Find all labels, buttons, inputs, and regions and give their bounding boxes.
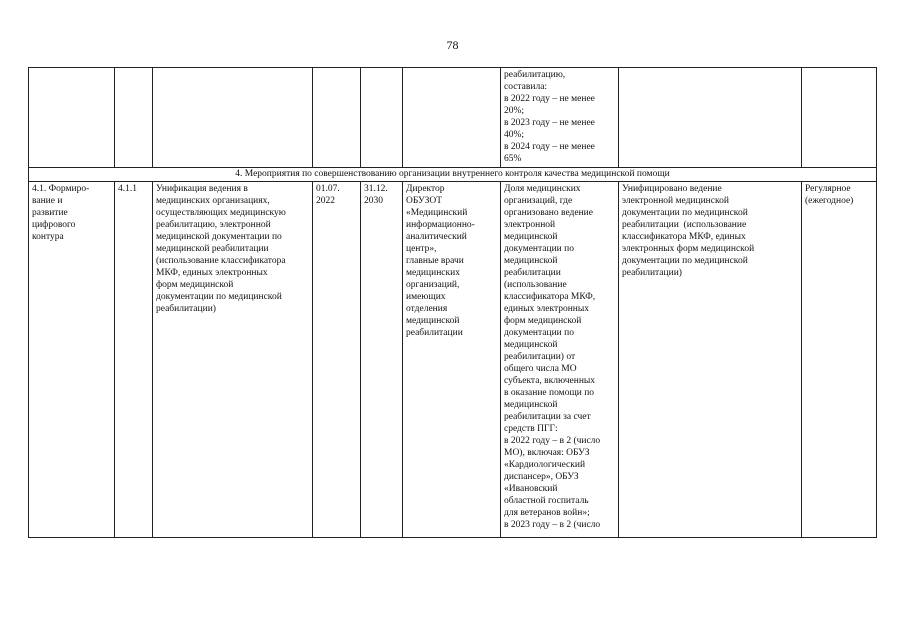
text-line: в 2022 году – не менее	[504, 94, 595, 104]
text-line: организаций, где	[504, 196, 573, 206]
text-line: вание и	[32, 196, 63, 206]
text-line: «Медицинский	[406, 208, 468, 218]
text-line: 4.1. Формиро-	[32, 184, 90, 194]
text-line: контура	[32, 232, 64, 242]
frequency-cell	[802, 182, 877, 538]
text-line: организаций,	[406, 280, 460, 290]
text-line: в 2022 году – в 2 (число	[504, 436, 601, 446]
measures-table	[28, 67, 877, 538]
number-cell: 4.1.1	[115, 182, 153, 538]
text-line: 20%;	[504, 106, 525, 116]
text-line: Унифицировано ведение	[622, 184, 722, 194]
text-line: медицинских организациях,	[156, 196, 270, 206]
text-line: медицинской реабилитации	[156, 244, 269, 254]
section-heading-row	[29, 168, 877, 182]
text-line: составила:	[504, 82, 548, 92]
indicator-cell	[501, 68, 619, 168]
frequency-cell	[802, 68, 877, 168]
text-line: «Ивановский	[504, 484, 558, 494]
text-line: «Кардиологический	[504, 460, 586, 470]
text-line: в оказание помощи по	[504, 388, 595, 398]
text-line: реабилитации (использование	[622, 220, 747, 230]
activity-cell	[153, 68, 313, 168]
text-line: реабилитации)	[156, 304, 216, 314]
text-line: 31.12.	[364, 184, 388, 194]
text-line: 65%	[504, 154, 522, 164]
text-line: МО), включая: ОБУЗ	[504, 448, 590, 458]
text-line: (использование классификатора	[156, 256, 286, 266]
text-line: организовано ведение	[504, 208, 593, 218]
text-line: Доля медицинских	[504, 184, 581, 194]
text-line: имеющих	[406, 292, 446, 302]
text-line: медицинской	[504, 400, 558, 410]
text-line: осуществляющих медицинскую	[156, 208, 286, 218]
section-title: 4. Мероприятия по совершенствованию организации внутреннего контроля качества медицинской помощи	[29, 168, 877, 182]
table-row	[29, 182, 877, 538]
responsible-cell	[403, 68, 501, 168]
text-line: классификатора МКФ, единых	[622, 232, 746, 242]
text-line: реабилитации)	[622, 268, 682, 278]
text-line: областной госпиталь	[504, 496, 589, 506]
text-line: 2030	[364, 196, 383, 206]
direction-cell	[29, 68, 115, 168]
text-line: для ветеранов войн»;	[504, 508, 590, 518]
start-date-cell	[313, 68, 361, 168]
text-line: общего числа МО	[504, 364, 577, 374]
text-line: 2022	[316, 196, 335, 206]
text-line: документации по медицинской	[622, 256, 748, 266]
text-line: реабилитации	[406, 328, 463, 338]
continuation-row	[29, 68, 877, 168]
text-line: (использование	[504, 280, 567, 290]
text-line: Директор	[406, 184, 445, 194]
text-line: документации по медицинской	[156, 292, 282, 302]
text-line: реабилитации) от	[504, 352, 576, 362]
text-line: медицинской	[504, 340, 558, 350]
text-line: МКФ, единых электронных	[156, 268, 268, 278]
text-line: в 2023 году – не менее	[504, 118, 595, 128]
text-line: информационно-	[406, 220, 475, 230]
text-line: Унификация ведения в	[156, 184, 248, 194]
start-date-cell	[313, 182, 361, 538]
text-line: медицинской	[504, 256, 558, 266]
text-line: реабилитации	[504, 268, 561, 278]
text-line: реабилитацию, электронной	[156, 220, 271, 230]
text-line: реабилитацию,	[504, 70, 566, 80]
text-line: развитие	[32, 208, 68, 218]
text-line: средств ПГГ:	[504, 424, 558, 434]
end-date-cell	[361, 182, 403, 538]
direction-cell	[29, 182, 115, 538]
text-line: в 2023 году – в 2 (число	[504, 520, 601, 530]
text-line: форм медицинской	[504, 316, 582, 326]
text-line: медицинской	[504, 232, 558, 242]
activity-cell	[153, 182, 313, 538]
text-line: субъекта, включенных	[504, 376, 596, 386]
text-line: ОБУЗОТ	[406, 196, 443, 206]
text-line: отделения	[406, 304, 448, 314]
result-cell	[619, 68, 802, 168]
text-line: форм медицинской	[156, 280, 234, 290]
text-line: 01.07.	[316, 184, 340, 194]
text-line: медицинской документации по	[156, 232, 282, 242]
text-line: аналитический	[406, 232, 467, 242]
end-date-cell	[361, 68, 403, 168]
result-cell	[619, 182, 802, 538]
text-line: в 2024 году – не менее	[504, 142, 595, 152]
text-line: Регулярное	[805, 184, 851, 194]
text-line: центр»,	[406, 244, 437, 254]
text-line: диспансер», ОБУЗ	[504, 472, 579, 482]
text-line: электронных форм медицинской	[622, 244, 755, 254]
text-line: медицинских	[406, 268, 460, 278]
text-line: документации по медицинской	[622, 208, 748, 218]
text-line: (ежегодное)	[805, 196, 854, 206]
responsible-cell	[403, 182, 501, 538]
text-line: документации по	[504, 328, 574, 338]
text-line: электронной	[504, 220, 556, 230]
number-cell	[115, 68, 153, 168]
text-line: электронной медицинской	[622, 196, 729, 206]
text-line: 40%;	[504, 130, 525, 140]
text-line: главные врачи	[406, 256, 464, 266]
text-line: единых электронных	[504, 304, 590, 314]
indicator-cell	[501, 182, 619, 538]
text-line: реабилитации за счет	[504, 412, 591, 422]
text-line: классификатора МКФ,	[504, 292, 596, 302]
text-line: медицинской	[406, 316, 460, 326]
page-number: 78	[446, 38, 459, 52]
text-line: документации по	[504, 244, 574, 254]
text-line: цифрового	[32, 220, 76, 230]
